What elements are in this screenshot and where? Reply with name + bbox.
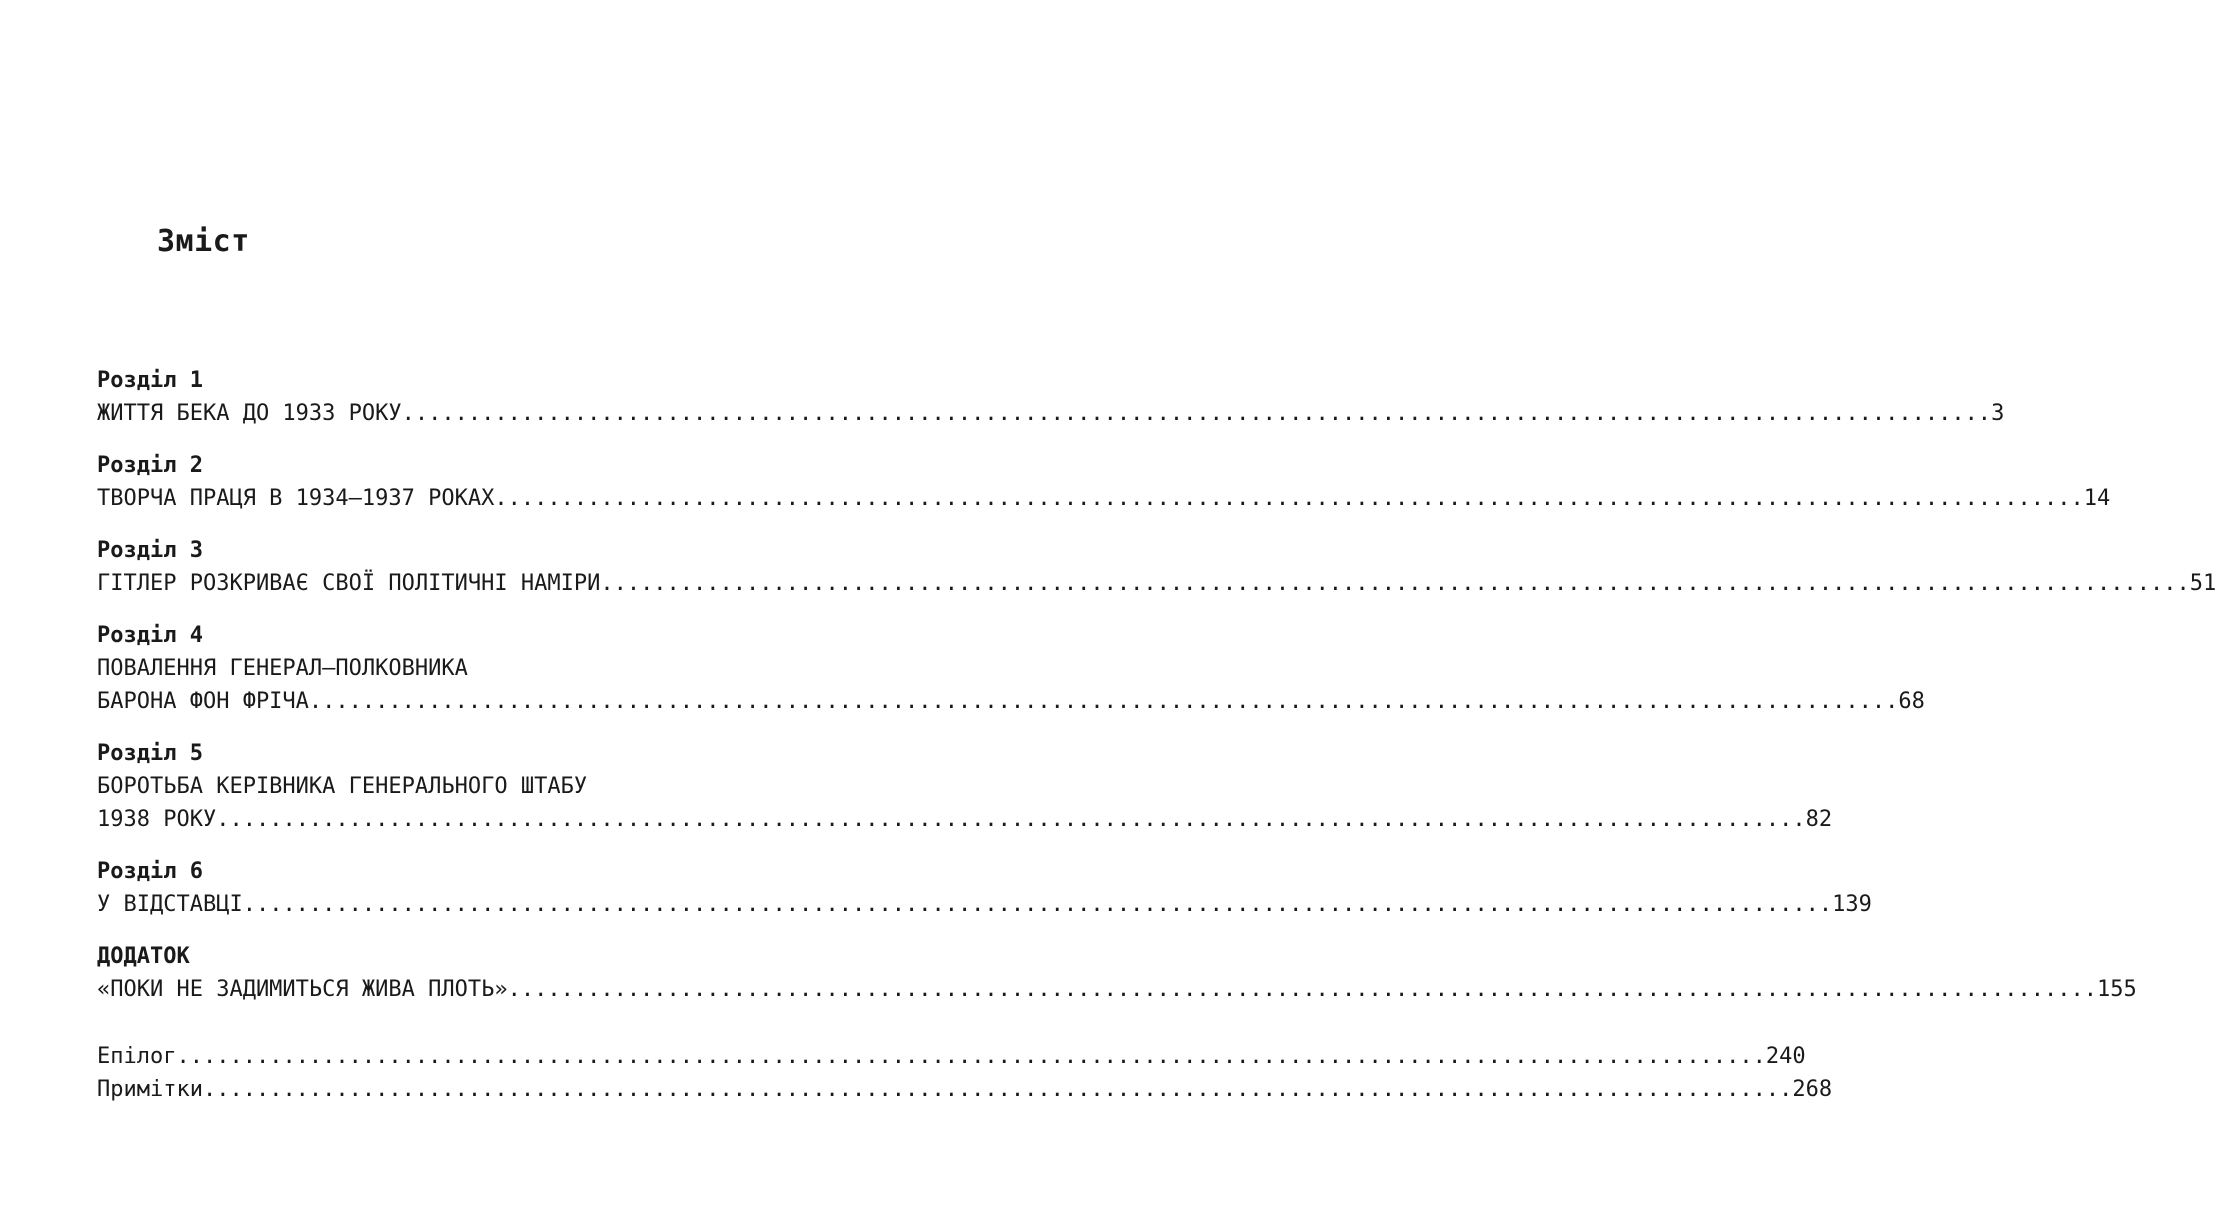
section-label: Розділ 2	[97, 453, 203, 478]
page-number: 82	[1805, 807, 1833, 832]
page-title: Зміст	[157, 224, 250, 259]
toc-section	[97, 534, 2216, 600]
page-number: 139	[1832, 892, 1872, 917]
dot-leader: ........................................................................................................................	[216, 807, 1806, 832]
toc-entry[interactable]	[97, 567, 2216, 600]
entry-title: 1938 РОКУ	[97, 807, 217, 832]
entry-title: БАРОНА ФОН ФРІЧА	[97, 689, 309, 714]
toc-entry[interactable]	[97, 973, 2137, 1006]
section-title-line: БОРОТЬБА КЕРІВНИКА ГЕНЕРАЛЬНОГО ШТАБУ	[97, 774, 588, 799]
toc-entry[interactable]	[97, 803, 1833, 836]
toc-entry[interactable]	[97, 397, 2005, 430]
page-number: 51	[2189, 571, 2216, 596]
toc-entry[interactable]	[97, 482, 2111, 515]
entry-title: «ПОКИ НЕ ЗАДИМИТЬСЯ ЖИВА ПЛОТЬ»	[97, 977, 508, 1002]
back-matter	[97, 1040, 1833, 1106]
dot-leader: ........................................................................................................................	[494, 486, 2084, 511]
page-number: 268	[1792, 1077, 1833, 1102]
table-of-contents	[97, 364, 2216, 1106]
entry-title: Епілог	[97, 1044, 177, 1069]
dot-leader: ........................................................................................................................	[176, 1044, 1766, 1069]
entry-title: ГІТЛЕР РОЗКРИВАЄ СВОЇ ПОЛІТИЧНІ НАМІРИ	[97, 571, 601, 596]
toc-section	[97, 855, 1872, 921]
dot-leader: ........................................................................................................................	[600, 571, 2190, 596]
toc-entry[interactable]	[97, 888, 1872, 921]
section-label: Розділ 5	[97, 741, 203, 766]
section-label: Розділ 6	[97, 859, 203, 884]
section-title-line: ПОВАЛЕННЯ ГЕНЕРАЛ–ПОЛКОВНИКА	[97, 656, 468, 681]
back-matter-entry[interactable]	[97, 1073, 1833, 1106]
entry-title: ТВОРЧА ПРАЦЯ В 1934–1937 РОКАХ	[97, 486, 495, 511]
entry-title: Примітки	[97, 1077, 203, 1102]
dot-leader: ........................................................................................................................	[202, 1077, 1793, 1102]
section-label: Розділ 4	[97, 623, 203, 648]
dot-leader: ........................................................................................................................	[242, 892, 1833, 917]
page-number: 155	[2097, 977, 2137, 1002]
back-matter-entry[interactable]	[97, 1040, 1806, 1073]
page-number: 68	[1898, 689, 1925, 714]
section-label: Розділ 3	[97, 538, 203, 563]
dot-leader: ........................................................................................................................	[308, 689, 1899, 714]
dot-leader: ........................................................................................................................	[507, 977, 2098, 1002]
toc-section	[97, 364, 2005, 430]
entry-title: У ВІДСТАВЦІ	[97, 892, 243, 917]
section-label: ДОДАТОК	[97, 944, 190, 969]
page-number: 240	[1765, 1044, 1806, 1069]
page-number: 14	[2083, 486, 2111, 511]
toc-section	[97, 449, 2111, 515]
toc-section	[97, 737, 1833, 836]
page-number: 3	[1991, 401, 2005, 426]
toc-section	[97, 940, 2137, 1006]
toc-entry[interactable]	[97, 685, 1925, 718]
dot-leader: ........................................................................................................................	[401, 401, 1992, 426]
toc-section	[97, 619, 1925, 718]
entry-title: ЖИТТЯ БЕКА ДО 1933 РОКУ	[97, 401, 402, 426]
section-label: Розділ 1	[97, 368, 203, 393]
